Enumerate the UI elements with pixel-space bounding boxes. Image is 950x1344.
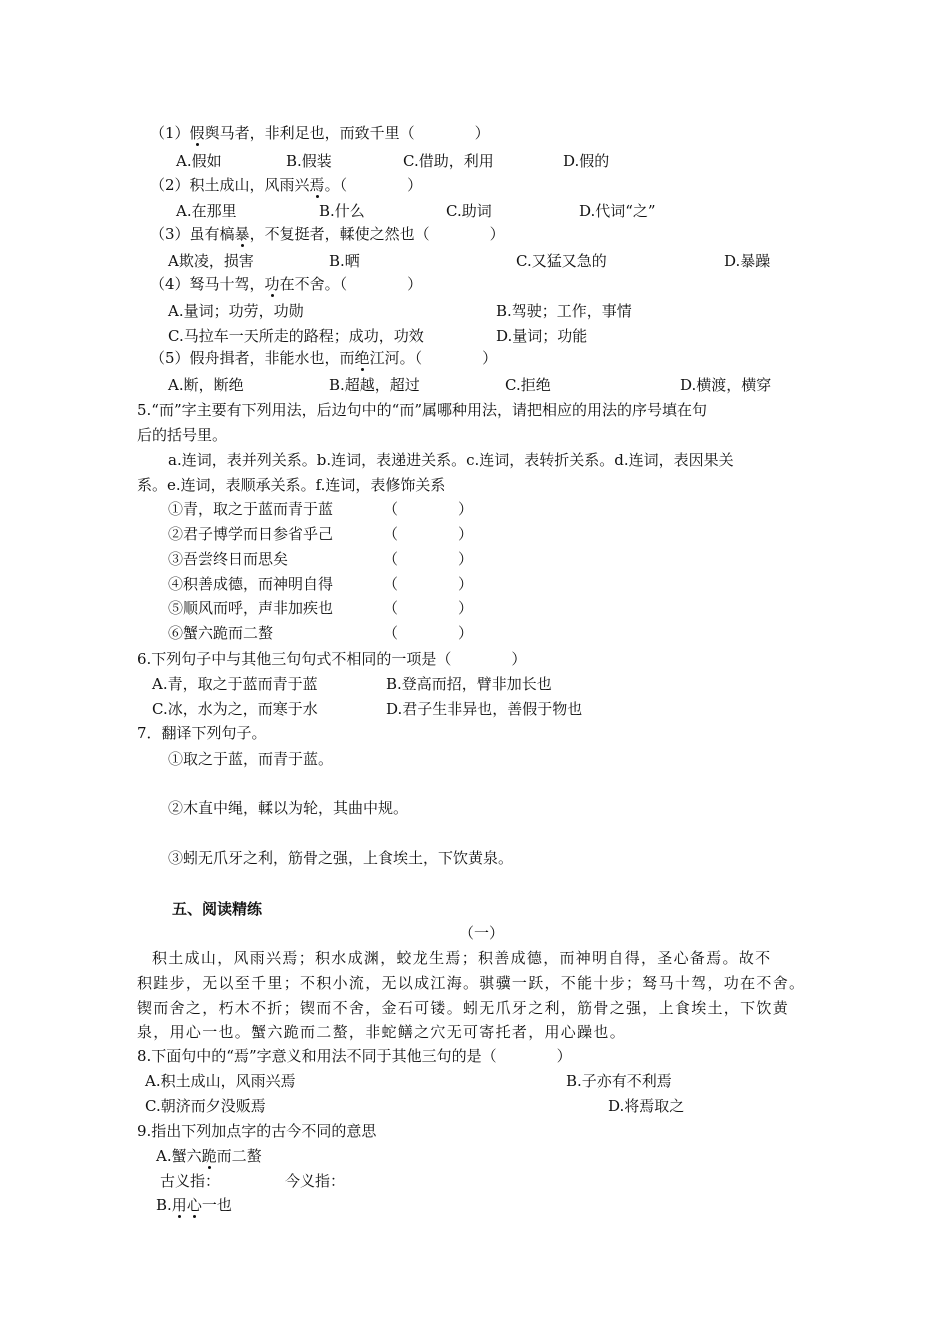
q4-item-4-text: 在不舍。（ ） <box>279 275 423 293</box>
option-b: B.子亦有不利焉 <box>566 1072 672 1090</box>
q4-item-4-prefix: （4）驽马十驾， <box>150 275 265 293</box>
dotted-char: 假 <box>189 124 205 142</box>
option-d: D.假的 <box>563 152 610 170</box>
answer-blank: （ ） <box>383 624 474 642</box>
q4-item-3-text: ，不复挺者，輮使之然也（ ） <box>249 225 505 243</box>
q5-item-2: ②君子博学而日参省乎己 <box>168 525 334 543</box>
q4-item-1 <box>150 123 490 143</box>
answer-blank: （ ） <box>383 599 474 617</box>
dotted-char: 用 <box>171 1196 187 1214</box>
dotted-char: 功 <box>264 275 280 293</box>
dotted-char: 暴 <box>234 225 250 243</box>
section-subheading: （一） <box>459 924 505 942</box>
q5-item-4: ④积善成德，而神明自得 <box>168 575 334 593</box>
option-c: C.马拉车一天所走的路程；成功，功效 <box>168 327 424 345</box>
q4-item-2-prefix: （2）积土成山，风雨兴 <box>150 176 310 194</box>
option-b: B.晒 <box>329 252 360 270</box>
q4-item-2-text: 。（ ） <box>324 176 423 194</box>
q9-item-b <box>156 1195 232 1215</box>
option-a: A.青，取之于蓝而青于蓝 <box>152 675 318 693</box>
passage-line-1: 积土成山，风雨兴焉；积水成渊，蛟龙生焉；积善成德，而神明自得，圣心备焉。故不 <box>152 949 772 967</box>
q9-item-a-text: 而二螯 <box>216 1147 262 1165</box>
q9-item-a-prefix: A.蟹六 <box>156 1147 202 1165</box>
option-a: A.积土成山，风雨兴焉 <box>145 1072 296 1090</box>
option-c: C.助词 <box>446 202 492 220</box>
option-a: A.断，断绝 <box>168 376 244 394</box>
q8-stem: 8.下面句中的“焉”字意义和用法不同于其他三句的是（ ） <box>137 1047 572 1065</box>
dotted-char: 心 <box>186 1196 202 1214</box>
option-d: D.量词；功能 <box>496 327 588 345</box>
option-a: A欺凌，损害 <box>168 252 254 270</box>
option-c: C.朝济而夕没贩焉 <box>145 1097 266 1115</box>
section-heading: 五、阅读精练 <box>172 900 263 918</box>
q5-item-6: ⑥蟹六跪而二螯 <box>168 624 274 642</box>
dotted-char: 跪 <box>201 1147 217 1165</box>
dotted-char: 绝 <box>354 349 370 367</box>
q7-item-1: ①取之于蓝，而青于蓝。 <box>168 750 334 768</box>
q4-item-5-text: 江河。（ ） <box>369 349 498 367</box>
option-d: D.横渡，横穿 <box>680 376 772 394</box>
option-c: C.拒绝 <box>505 376 551 394</box>
option-d: D.君子生非异也，善假于物也 <box>386 700 583 718</box>
answer-blank: （ ） <box>383 500 474 518</box>
answer-blank: （ ） <box>383 550 474 568</box>
q4-item-3 <box>150 224 505 244</box>
q9-item-b-text: 一也 <box>201 1196 232 1214</box>
q9-item-a <box>156 1146 262 1166</box>
option-d: D.将焉取之 <box>608 1097 685 1115</box>
q5-item-5: ⑤顺风而呼，声非加疾也 <box>168 599 334 617</box>
q4-item-2 <box>150 175 422 195</box>
q5-item-1: ①青，取之于蓝而青于蓝 <box>168 500 334 518</box>
q9-item-b-prefix: B. <box>156 1196 172 1214</box>
answer-blank: （ ） <box>383 525 474 543</box>
ancient-meaning-label: 古义指： <box>160 1172 221 1190</box>
q4-item-5-prefix: （5）假舟揖者，非能水也，而 <box>150 349 355 367</box>
q5-uses-line-1: a.连词，表并列关系。b.连词，表递进关系。c.连词，表转折关系。d.连词，表因果关 <box>168 451 734 469</box>
q7-stem: 7．翻译下列句子。 <box>137 724 267 742</box>
option-c: C.借助，利用 <box>403 152 494 170</box>
passage-line-2: 积跬步，无以至千里；不积小流，无以成江海。骐骥一跃，不能十步；驽马十驾，功在不舍。 <box>137 974 806 992</box>
q4-item-1-prefix: （1） <box>150 124 190 142</box>
passage-line-3: 锲而舍之，朽木不折；锲而不舍，金石可镂。蚓无爪牙之利，筋骨之强，上食埃土，下饮黄 <box>137 999 790 1017</box>
option-b: B.什么 <box>319 202 365 220</box>
q4-item-3-prefix: （3）虽有槁 <box>150 225 235 243</box>
q6-stem: 6.下列句子中与其他三句句式不相同的一项是（ ） <box>137 650 527 668</box>
q4-item-4 <box>150 274 422 294</box>
q7-item-2: ②木直中绳，輮以为轮，其曲中规。 <box>168 799 409 817</box>
passage-line-4: 泉，用心一也。蟹六跪而二螯，非蛇鳝之穴无可寄托者，用心躁也。 <box>137 1023 627 1041</box>
q5-item-3: ③吾尝终日而思矣 <box>168 550 289 568</box>
dotted-char: 焉 <box>309 176 325 194</box>
option-b: B.假装 <box>286 152 332 170</box>
answer-blank: （ ） <box>383 575 474 593</box>
q5-stem-line-1: 5.“而”字主要有下列用法，后边句中的“而”属哪种用法，请把相应的用法的序号填在句 <box>137 401 707 419</box>
q7-item-3: ③蚓无爪牙之利，筋骨之强，上食埃土，下饮黄泉。 <box>168 849 514 867</box>
q5-uses-line-2: 系。e.连词，表顺承关系。f.连词，表修饰关系 <box>137 476 446 494</box>
option-d: D.暴躁 <box>724 252 771 270</box>
option-a: A.量词；功劳，功勋 <box>168 302 304 320</box>
q4-item-1-text: 舆马者，非利足也，而致千里（ ） <box>204 124 490 142</box>
option-c: C.冰，水为之，而寒于水 <box>152 700 318 718</box>
option-b: B.驾驶；工作，事情 <box>496 302 632 320</box>
q9-stem: 9.指出下列加点字的古今不同的意思 <box>137 1122 377 1140</box>
option-b: B.超越，超过 <box>329 376 420 394</box>
option-d: D.代词“之” <box>579 202 656 220</box>
modern-meaning-label: 今义指： <box>285 1172 346 1190</box>
option-b: B.登高而招，臂非加长也 <box>386 675 552 693</box>
q5-stem-line-2: 后的括号里。 <box>137 426 228 444</box>
option-c: C.又猛又急的 <box>516 252 607 270</box>
option-a: A.在那里 <box>176 202 237 220</box>
q4-item-5 <box>150 348 497 368</box>
option-a: A.假如 <box>176 152 222 170</box>
